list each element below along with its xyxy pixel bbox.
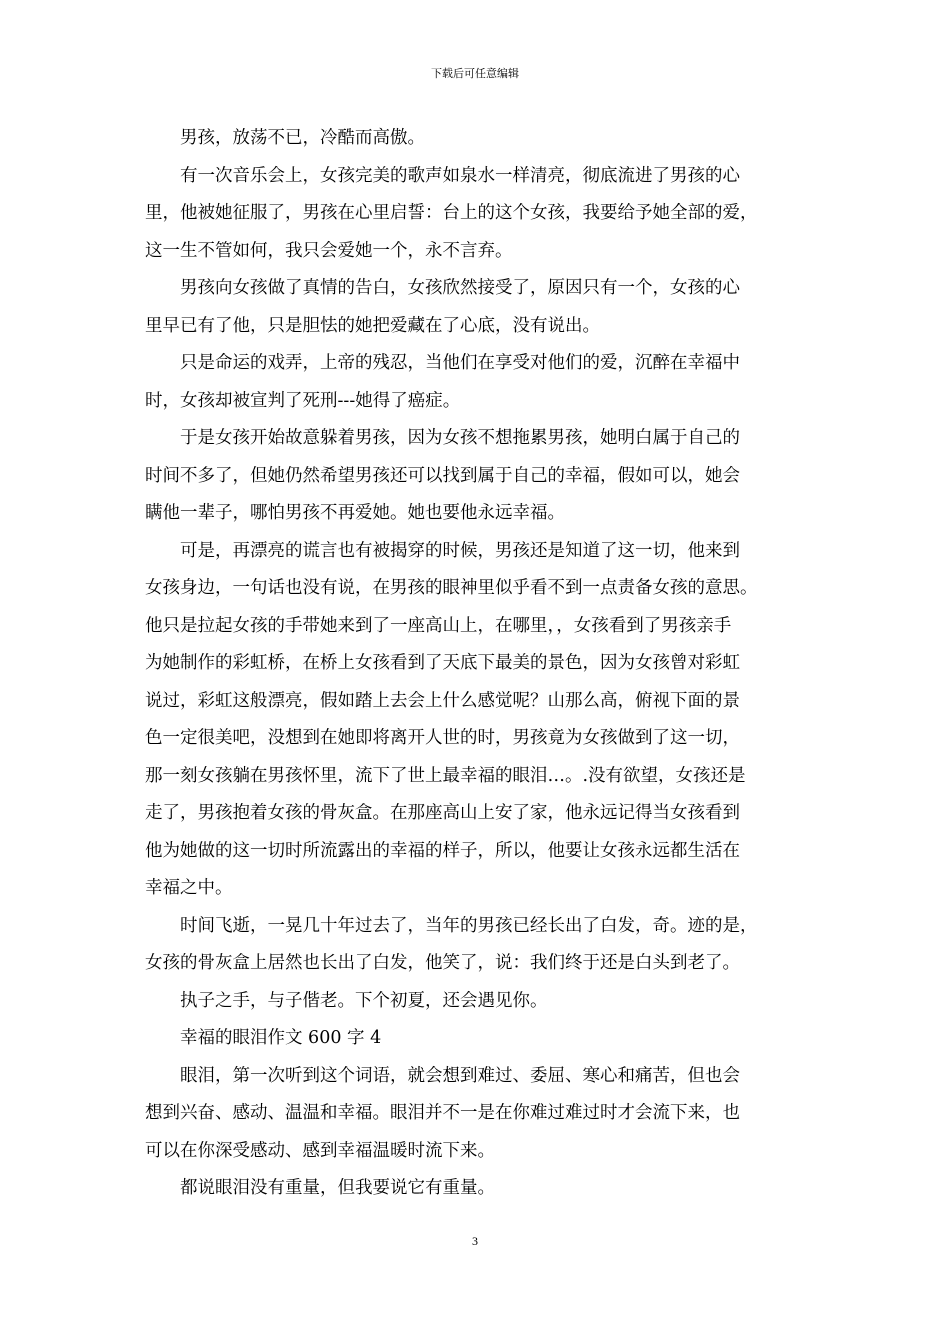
text-line: 都说眼泪没有重量，但我要说它有重量。 (180, 1178, 495, 1198)
text-line: 想到兴奋、感动、温温和幸福。眼泪并不一是在你难过难过时才会流下来，也 (145, 1103, 740, 1123)
text-line: 可是，再漂亮的谎言也有被揭穿的时候，男孩还是知道了这一切，他来到 (180, 540, 740, 561)
text-line: 女孩的骨灰盒上居然也长出了白发，他笑了，说：我们终于还是白头到老了。 (145, 953, 740, 973)
text-line: 男孩向女孩做了真情的告白，女孩欣然接受了，原因只有一个，女孩的心 (180, 278, 740, 298)
paragraph (145, 345, 817, 420)
paragraph (145, 270, 817, 345)
text-line: 幸福之中。 (145, 878, 233, 898)
paragraph (145, 983, 817, 1021)
text-line: 只是命运的戏弄，上帝的残忍，当他们在享受对他们的爱，沉醉在幸福中 (180, 353, 740, 373)
text-line: 里早已有了他，只是胆怯的她把爱藏在了心底，没有说出。 (145, 315, 600, 336)
text-line: 眼泪，第一次听到这个词语，就会想到难过、委屈、寒心和痛苦，但也会 (180, 1065, 740, 1086)
text-line: 他为她做的这一切时所流露出的幸福的样子，所以，他要让女孩永远都生活在 (145, 840, 740, 861)
text-line: 男孩，放荡不已，冷酷而高傲。 (180, 128, 425, 148)
paragraph (145, 533, 817, 908)
text-line: 执子之手，与子偕老。下个初夏，还会遇见你。 (180, 990, 548, 1011)
paragraph (145, 1058, 817, 1171)
text-line: 色一定很美吧，没想到在她即将离开人世的时，男孩竟为女孩做到了这一切， (145, 728, 740, 748)
paragraph (145, 908, 817, 983)
text-line: 于是女孩开始故意躲着男孩，因为女孩不想拖累男孩，她明白属于自己的 (180, 428, 740, 448)
text-line: 时间不多了，但她仍然希望男孩还可以找到属于自己的幸福，假如可以，她会 (145, 465, 740, 486)
document-body (145, 120, 817, 1208)
text-line: 他只是拉起女孩的手带她来到了一座高山上，在哪里，，女孩看到了男孩亲手 (145, 615, 732, 636)
page-number (0, 1233, 950, 1249)
text-line: 时，女孩却被宣判了死刑---她得了癌症。 (145, 390, 461, 411)
text-line: 时间飞逝，一晃几十年过去了，当年的男孩已经长出了白发，奇。迹的是， (180, 915, 758, 936)
text-line: 说过，彩虹这般漂亮，假如踏上去会上什么感觉呢？山那么高，俯视下面的景 (145, 690, 740, 711)
text-line: 瞒他一辈子，哪怕男孩不再爱她。她也要他永远幸福。 (145, 503, 565, 523)
text-line: 女孩身边，一句话也没有说，在男孩的眼神里似乎看不到一点责备女孩的意思。 (145, 578, 758, 598)
section-heading (145, 1020, 817, 1058)
paragraph (145, 420, 817, 533)
text-line: 为她制作的彩虹桥，在桥上女孩看到了天底下最美的景色，因为女孩曾对彩虹 (145, 653, 740, 673)
paragraph (145, 158, 817, 271)
text-line: 有一次音乐会上，女孩完美的歌声如泉水一样清亮，彻底流进了男孩的心 (180, 165, 740, 186)
text-line: 这一生不管如何，我只会爱她一个，永不言弃。 (145, 240, 513, 261)
page-number-text: 3 (472, 1234, 478, 1248)
text-line: 走了，男孩抱着女孩的骨灰盒。在那座高山上安了家，他永远记得当女孩看到 (145, 803, 740, 823)
page-header (0, 66, 950, 82)
text-line: 那一刻女孩躺在男孩怀里，流下了世上最幸福的眼泪…。.没有欲望，女孩还是 (145, 765, 746, 786)
heading-text: 幸福的眼泪作文 600 字 4 (180, 1028, 382, 1048)
paragraph (145, 120, 817, 158)
text-line: 可以在你深受感动、感到幸福温暖时流下来。 (145, 1140, 495, 1161)
header-text: 下载后可任意编辑 (431, 67, 519, 80)
text-line: 里，他被她征服了，男孩在心里启誓：台上的这个女孩，我要给予她全部的爱， (145, 203, 758, 223)
paragraph (145, 1170, 817, 1208)
